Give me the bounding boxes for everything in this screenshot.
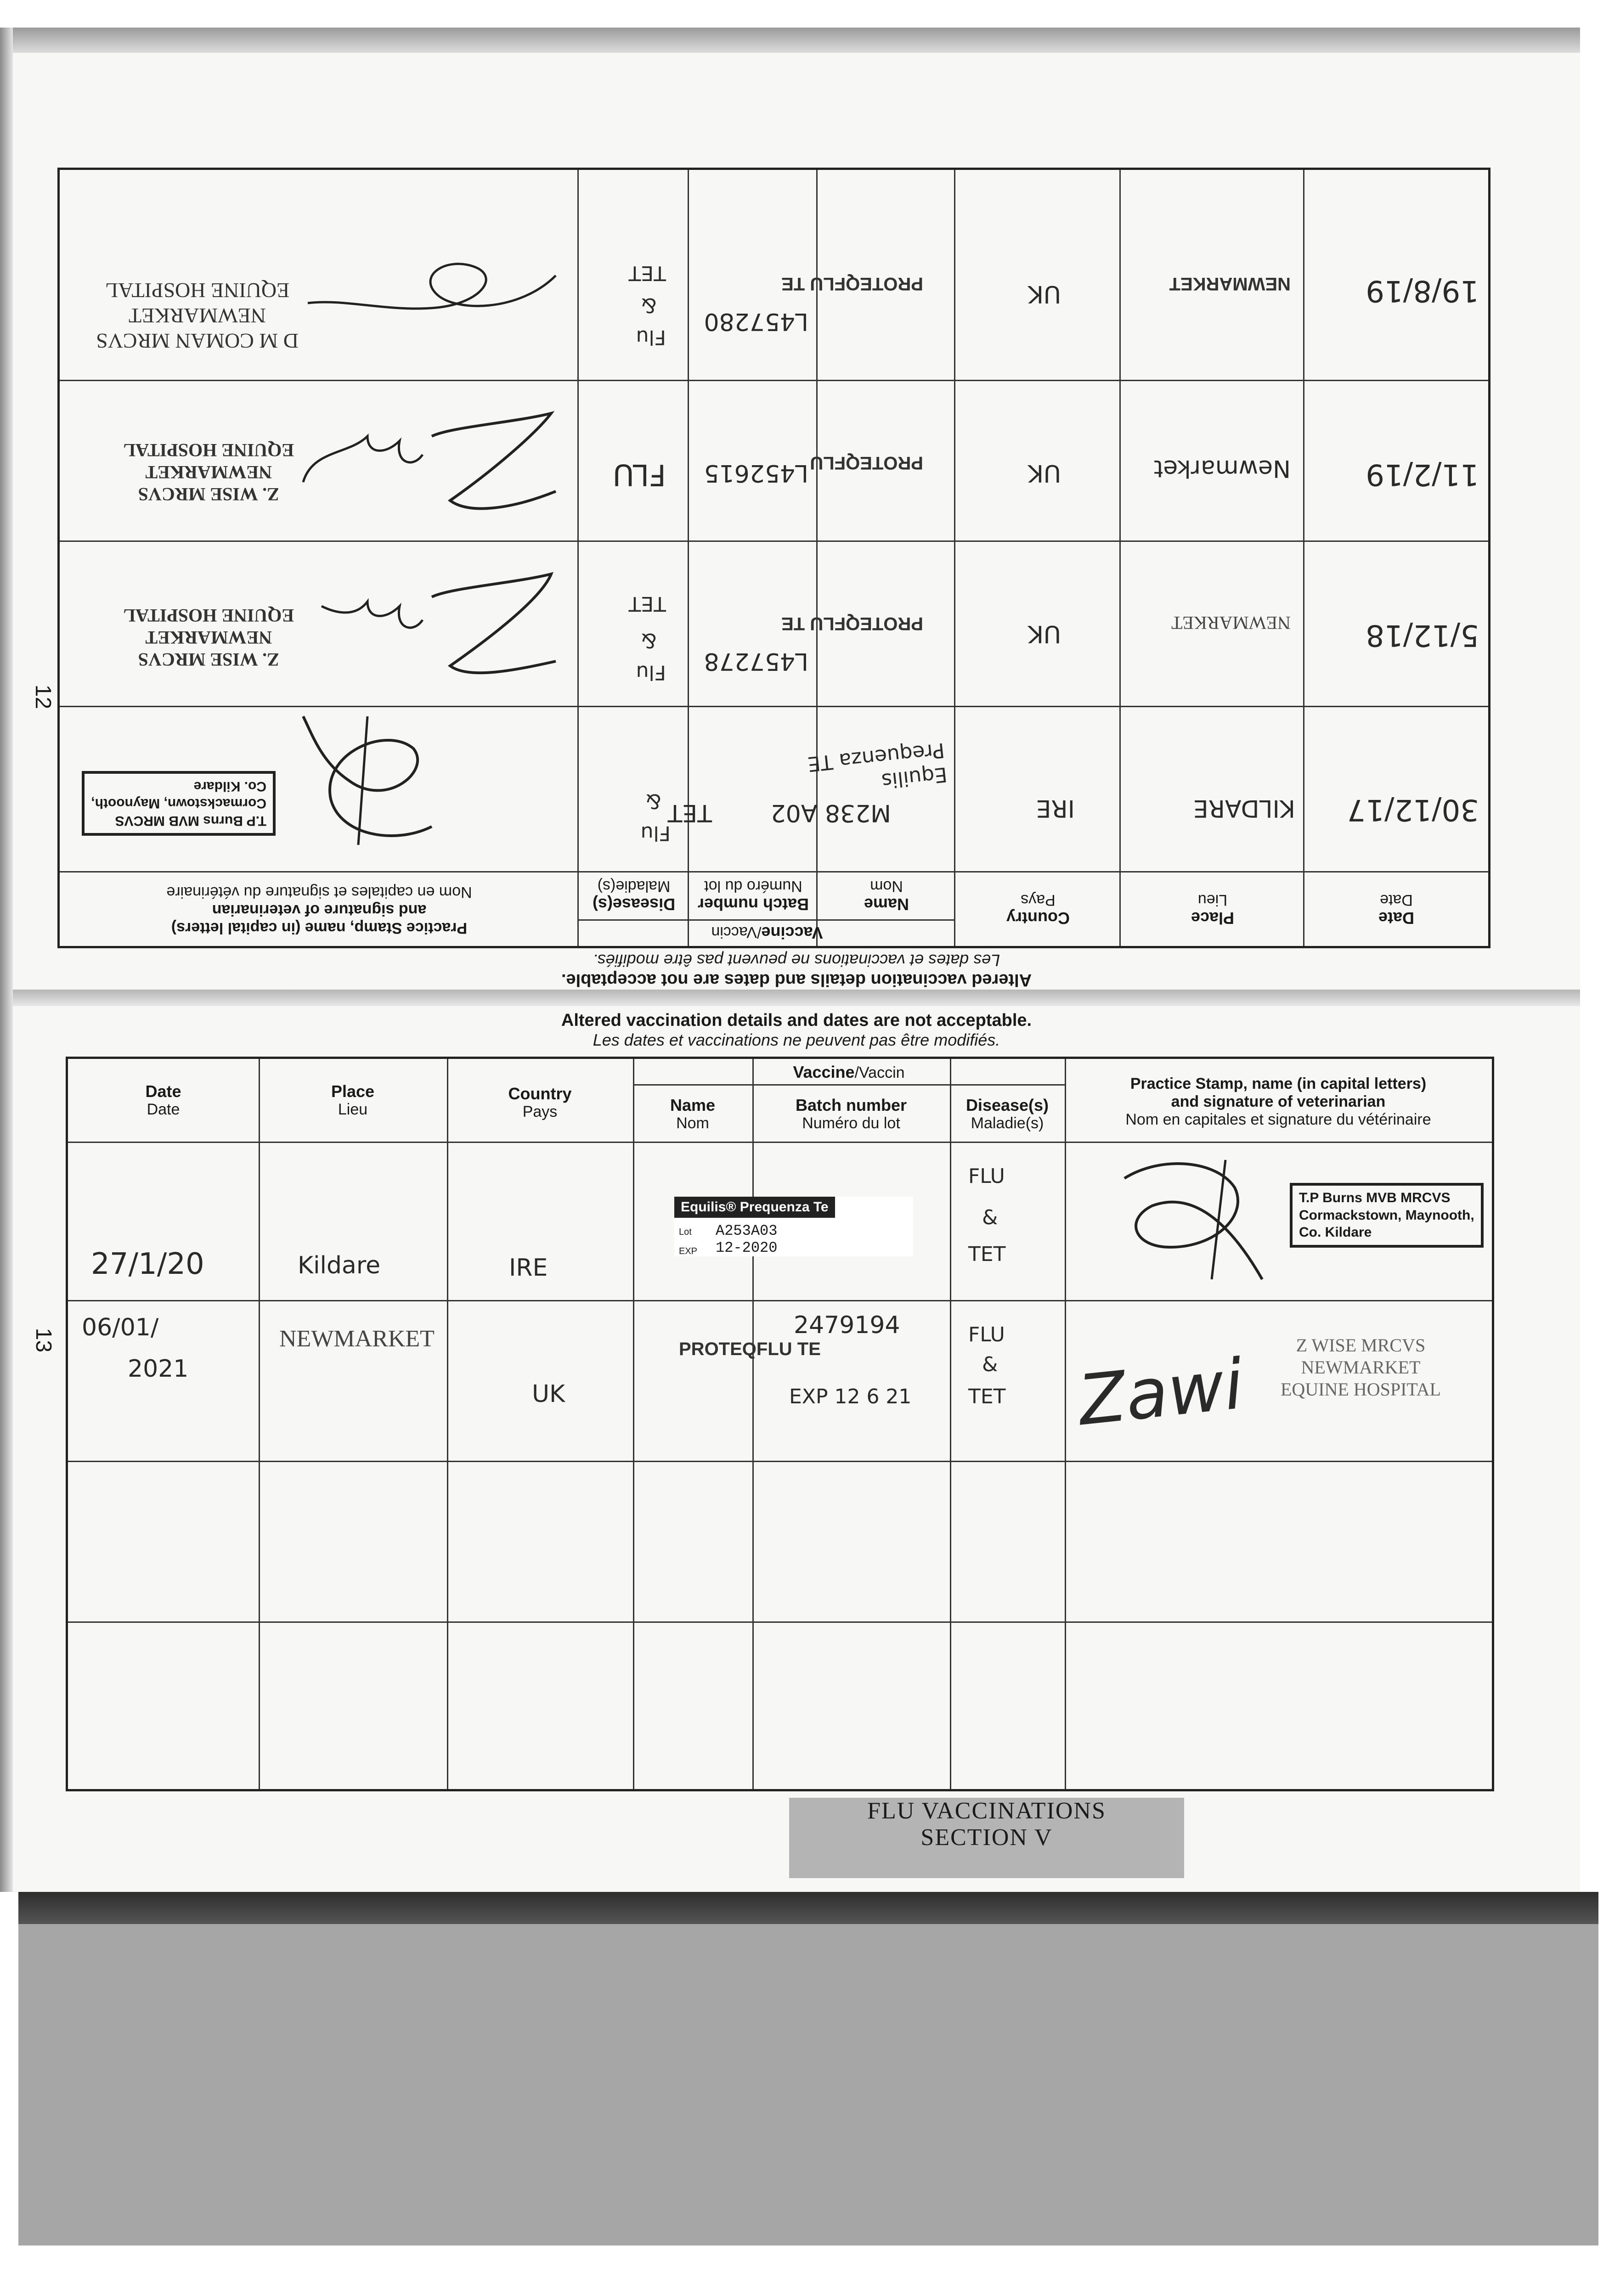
row2-batch: 2479194	[794, 1311, 900, 1339]
section-label	[789, 1798, 1184, 1878]
page-13	[13, 1006, 1580, 1892]
row1-practice-stamp: T.P Burns MVB MRCVS Cormackstown, Maynooth, Co. Kildare	[1290, 1183, 1484, 1248]
header-country: Country Pays	[508, 1084, 572, 1121]
row4-country: UK	[1028, 280, 1061, 308]
row2-place: NEWMARKET	[279, 1326, 435, 1352]
header-name: Name Nom	[864, 877, 909, 914]
notice-english: Altered vaccination details and dates are not acceptable.	[561, 1011, 1032, 1030]
page-number: 12	[30, 684, 55, 709]
sticker-lot: A253A03	[716, 1222, 778, 1239]
row3-place: Newmarket	[1154, 455, 1291, 482]
row3-disease-1: FLU	[612, 457, 666, 491]
header-batch: Batch number Numéro du lot	[697, 877, 809, 914]
row2-practice-stamp: Z. WISE MRCVS NEWMARKET EQUINE HOSPITAL	[123, 605, 294, 670]
row2-country: UK	[1028, 620, 1061, 647]
row2-batch-expiry: EXP 12 6 21	[789, 1385, 912, 1408]
header-name: Name Nom	[670, 1096, 716, 1132]
row1-disease-2: &	[645, 789, 661, 813]
scan-backdrop	[18, 1924, 1598, 2245]
notice-french: Les dates et vaccinations ne peuvent pas être modifiés.	[593, 1030, 1000, 1049]
notice	[13, 951, 1580, 990]
row1-batch: M238 A02	[770, 799, 891, 827]
row2-disease-1: FLU	[968, 1323, 1005, 1346]
row2-signature: Zawi	[1074, 1344, 1248, 1441]
header-batch: Batch number Numéro du lot	[795, 1096, 907, 1132]
row1-disease-2: &	[982, 1206, 998, 1229]
page-12-rotated	[13, 53, 1580, 990]
page-12	[13, 53, 1580, 990]
row1-country: IRE	[1036, 794, 1075, 822]
sticker-product-name: Equilis® Prequenza Te	[674, 1197, 835, 1218]
row1-signature	[1097, 1142, 1281, 1293]
section-subtitle: SECTION V	[920, 1824, 1053, 1851]
row2-date-line-2: 2021	[128, 1355, 189, 1383]
row1-country: IRE	[509, 1254, 548, 1282]
row2-practice-stamp: Z WISE MRCVS NEWMARKET EQUINE HOSPITAL	[1281, 1335, 1441, 1400]
row3-batch: L452615	[704, 459, 808, 487]
sticker-lot-label: Lot	[679, 1227, 692, 1237]
header-practice-stamp: Practice Stamp, name (in capital letters) and signature of veterinarian Nom en capitales et signature du vétérinaire	[1125, 1075, 1431, 1129]
header-place: Place Lieu	[331, 1082, 375, 1119]
header-vaccine: Vaccine/Vaccin	[711, 923, 823, 942]
row1-disease-3: TET	[968, 1243, 1006, 1266]
vaccination-table	[66, 1057, 1494, 1791]
row1-disease-1: FLU	[968, 1165, 1005, 1188]
header-country: Country Pays	[1006, 891, 1070, 928]
row2-batch: L457278	[704, 647, 808, 675]
page-fold	[13, 990, 1580, 1006]
row2-date: 5/12/18	[1366, 618, 1479, 652]
header-date: Date Date	[1378, 891, 1415, 928]
row2-vaccine-name: PROTEQFLU TE	[781, 613, 923, 634]
notice	[13, 1011, 1580, 1050]
header-vaccine: Vaccine/Vaccin	[793, 1063, 905, 1081]
row4-signature	[299, 230, 574, 367]
row4-place: NEWMARKET	[1169, 274, 1291, 294]
row2-disease-2: &	[641, 629, 657, 652]
header-disease: Disease(s) Maladie(s)	[592, 877, 676, 914]
row2-disease-3: TET	[628, 592, 666, 615]
row2-disease-3: TET	[968, 1385, 1006, 1408]
row4-date: 19/8/19	[1366, 274, 1479, 308]
scan-top-edge	[0, 28, 1580, 53]
row1-practice-stamp: T.P Burns MVB MRCVS Cormackstown, Maynooth, Co. Kildare	[82, 771, 276, 836]
sticker-exp-label: EXP	[679, 1246, 698, 1256]
page-number: 13	[31, 1328, 56, 1353]
row2-disease-2: &	[982, 1353, 998, 1376]
header-place: Place Lieu	[1191, 891, 1235, 928]
section-title: FLU VACCINATIONS	[867, 1798, 1106, 1824]
row1-signature	[294, 707, 450, 854]
row1-place: Kildare	[298, 1252, 381, 1279]
row4-vaccine-name: PROTEQFLU TE	[781, 274, 923, 294]
row1-date: 27/1/20	[91, 1247, 204, 1281]
row4-practice-stamp: D M COMAN MRCVS NEWMARKET EQUINE HOSPITAL	[96, 278, 299, 353]
vaccination-table	[57, 168, 1490, 948]
header-date: Date Date	[145, 1082, 181, 1119]
row1-vaccine-sticker	[674, 1197, 913, 1256]
row1-place: KILDARE	[1193, 794, 1295, 822]
row2-place: NEWMARKET	[1171, 613, 1291, 633]
row1-disease-1: Flu	[640, 822, 671, 845]
row1-date: 30/12/17	[1347, 793, 1479, 827]
row1-disease-3: TET	[667, 799, 712, 827]
row2-country: UK	[532, 1380, 565, 1408]
notice-english: Altered vaccination details and dates are not acceptable.	[561, 970, 1032, 990]
row3-signature	[285, 390, 570, 528]
scan-dark-band	[18, 1892, 1598, 1924]
row1-vaccine-name: Equilis Prequenza TE	[806, 738, 948, 793]
sticker-exp: 12-2020	[716, 1239, 778, 1256]
row3-date: 11/2/19	[1366, 457, 1479, 491]
row2-disease-1: Flu	[636, 661, 666, 684]
row4-disease-2: &	[641, 293, 657, 317]
row3-practice-stamp: Z. WISE MRCVS NEWMARKET EQUINE HOSPITAL	[123, 440, 294, 505]
row3-vaccine-name: PROTEQFLU	[810, 453, 923, 473]
row3-country: UK	[1028, 459, 1061, 487]
row2-vaccine-name: PROTEQFLU TE	[679, 1339, 821, 1359]
row4-disease-1: Flu	[636, 326, 666, 349]
scan-left-edge	[0, 28, 13, 1892]
row4-batch: L457280	[704, 308, 808, 335]
header-practice-stamp: Practice Stamp, name (in capital letters) and signature of veterinarian Nom en capitales et signature du vétérinaire	[166, 883, 472, 937]
row2-date-line-1: 06/01/	[82, 1314, 159, 1341]
row2-signature	[294, 551, 570, 689]
header-disease: Disease(s) Maladie(s)	[965, 1096, 1049, 1132]
notice-french: Les dates et vaccinations ne peuvent pas être modifiés.	[593, 951, 1000, 970]
row4-disease-3: TET	[628, 261, 666, 285]
